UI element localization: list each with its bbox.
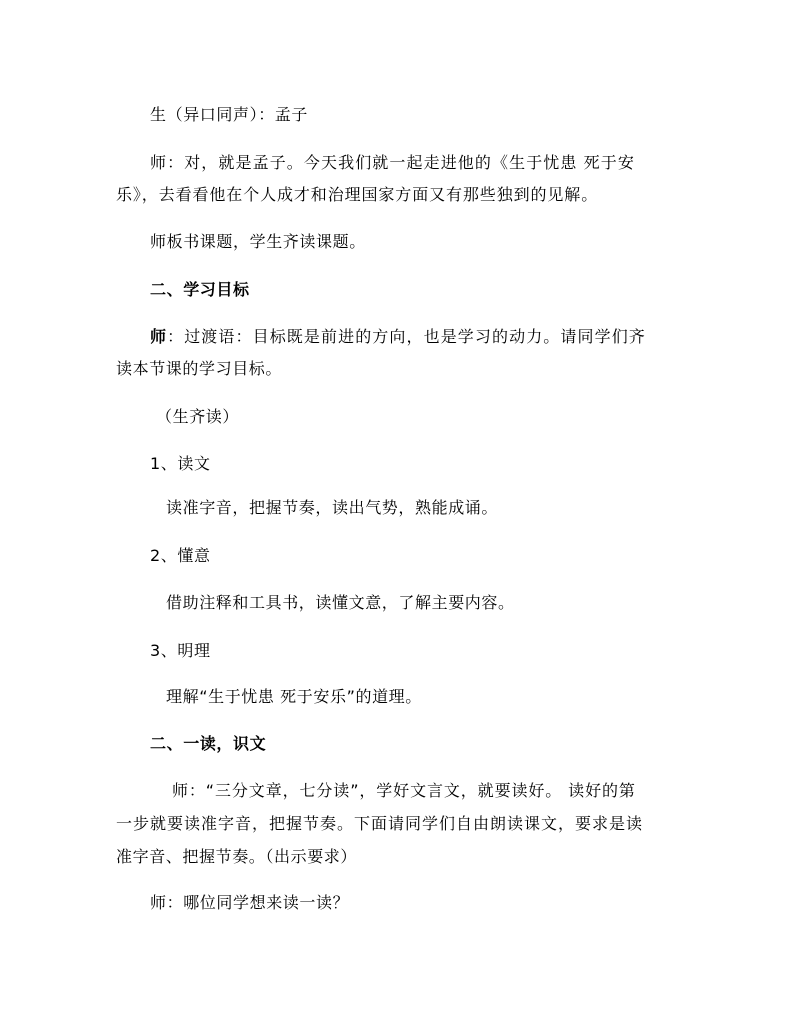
goal-item-2-body: 借助注释和工具书，读懂文意，了解主要内容。 <box>166 593 515 612</box>
section-heading-first-reading: 二、一读，识文 <box>150 734 267 753</box>
goal-item-1-body: 读准字音，把握节奏，读出气势，熟能成诵。 <box>166 498 499 517</box>
section-heading-learning-goals: 二、学习目标 <box>150 280 250 299</box>
paragraph-student-answer: 生（异口同声）：孟子 <box>150 105 309 124</box>
transition-text: ：过渡语：目标既是前进的方向，也是学习的动力。请同学们齐 <box>167 327 646 346</box>
teacher-label: 师 <box>150 327 168 346</box>
paragraph-teacher-intro-line1: 师：对，就是孟子。今天我们就一起走进他的《生于忧患 死于安 <box>150 153 635 172</box>
goal-item-2-title: 2、懂意 <box>150 546 211 565</box>
paragraph-transition-line1 <box>150 326 646 348</box>
paragraph-teacher-question: 师：哪位同学想来读一读？ <box>150 893 350 912</box>
paragraph-teacher-intro-line2: 乐》，去看看他在个人成才和治理国家方面又有那些独到的见解。 <box>116 185 599 204</box>
paragraph-reading-instruction-line1: 师：“三分文章，七分读”，学好文言文，就要读好。 读好的第 <box>172 781 636 800</box>
paragraph-board-title: 师板书课题，学生齐读课题。 <box>150 232 366 251</box>
paragraph-transition-line2: 读本节课的学习目标。 <box>116 359 283 378</box>
paragraph-students-read: （生齐读） <box>156 407 240 426</box>
paragraph-reading-instruction-line2: 一步就要读准字音，把握节奏。下面请同学们自由朗读课文，要求是读 <box>116 814 644 833</box>
goal-item-1-title: 1、读文 <box>150 454 211 473</box>
paragraph-reading-instruction-line3: 准字音、把握节奏。（出示要求） <box>116 847 358 866</box>
goal-item-3-body: 理解“生于忧患 死于安乐”的道理。 <box>166 687 422 706</box>
goal-item-3-title: 3、明理 <box>150 641 211 660</box>
